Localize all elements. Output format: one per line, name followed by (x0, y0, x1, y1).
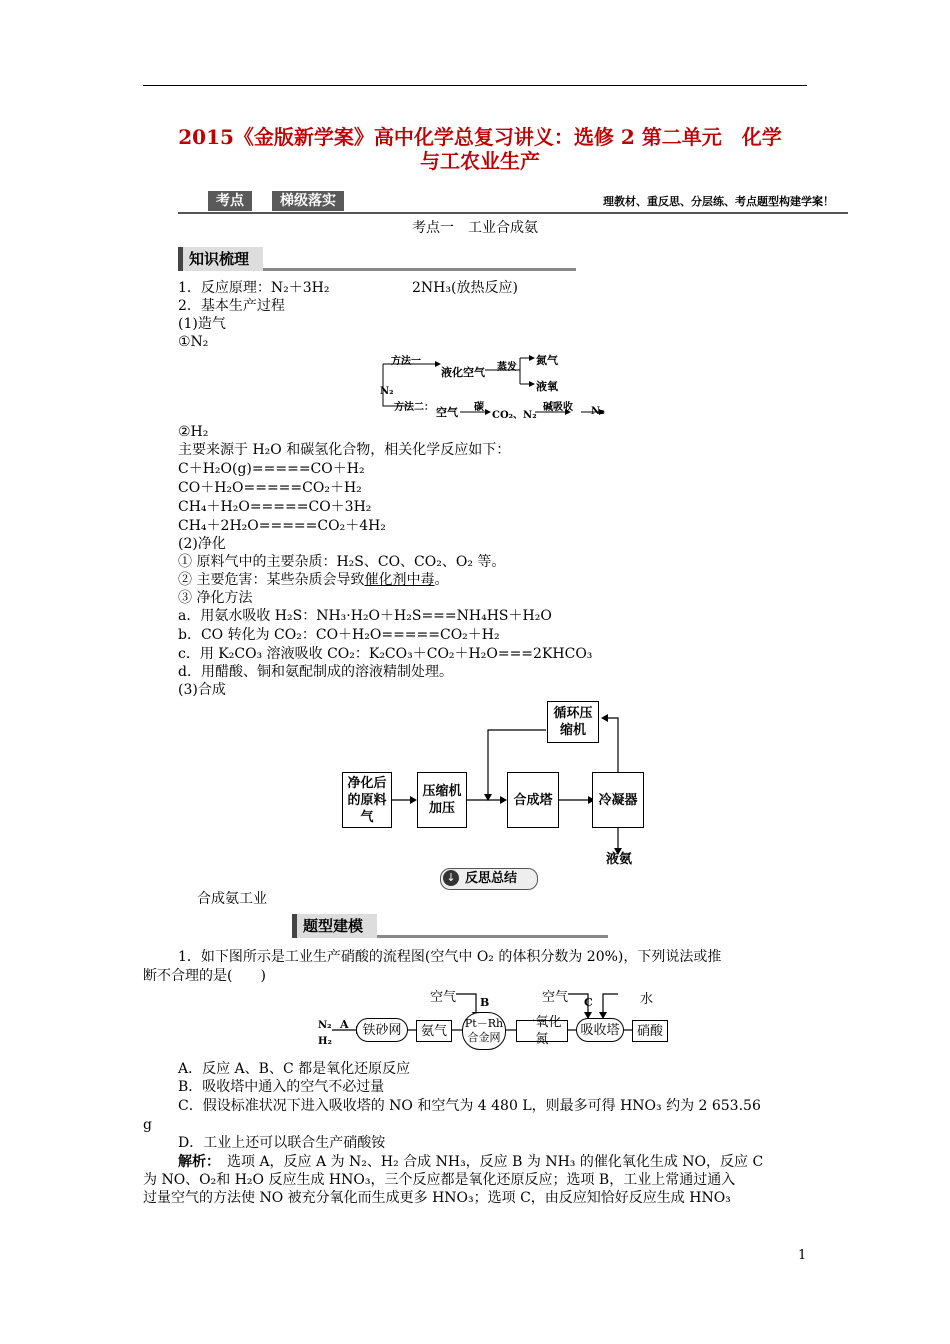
purify-d: d．用醋酸、铜和氨配制成的溶液精制处理。 (178, 664, 453, 680)
n2-air: 空气 (436, 406, 458, 419)
topic-title: 考点一 工业合成氨 (412, 220, 538, 236)
analysis-label: 解析： (178, 1154, 213, 1170)
purify-2-suffix: 。 (434, 572, 449, 588)
header-tag-kaodian: 考点 (208, 191, 252, 211)
section-label: 题型建模 (292, 914, 377, 938)
question-1-line1: 1．如下图所示是工业生产硝酸的流程图(空气中 O₂ 的体积分数为 20%)，下列说法或推 (178, 949, 722, 965)
reflect-badge (440, 868, 538, 890)
n2-carbon: 碳 (474, 402, 484, 413)
purify-2 (178, 571, 448, 589)
hno3-n2h2: N₂ H₂ (318, 1020, 332, 1047)
hno3-iron-sand: 铁砂网 (356, 1018, 408, 1042)
n2-liquid-oxygen: 液氧 (536, 380, 558, 393)
hno3-air-2: 空气 (542, 990, 569, 1005)
option-b: B．吸收塔中通入的空气不必过量 (178, 1079, 385, 1095)
header-bar (178, 190, 848, 214)
analysis-line2: 为 NO、O₂和 H₂O 反应生成 HNO₃，三个反应都是氧化还原反应；选项 B，工业上常通过通入 (143, 1172, 736, 1188)
n2-branch-label: N₂ (380, 386, 394, 397)
top-rule (143, 85, 807, 86)
synthesis-title: (3)合成 (178, 682, 226, 698)
box-synthesis-tower: 合成塔 (507, 772, 559, 828)
purify-2-underline: 催化剂中毒 (364, 572, 435, 588)
hno3-label-b: B (480, 996, 490, 1009)
box-raw-gas: 净化后的原料气 (342, 772, 392, 828)
n2-method2: 方法二： (394, 402, 434, 413)
option-a: A．反应 A、B、C 都是氧化还原反应 (178, 1061, 411, 1077)
option-c-line1: C．假设标准状况下进入吸收塔的 NO 和空气为 4 480 L，则最多可得 HNO₃ 约为 2 653.56 (178, 1098, 761, 1114)
liquid-ammonia-label: 液氨 (606, 852, 633, 867)
header-slogan: 理教材、重反思、分层练、考点题型构建学案！ (603, 195, 834, 208)
option-c-line2: g (143, 1117, 152, 1133)
reflect-badge-label: 反思总结 (465, 871, 518, 886)
n2-output: N₂ (591, 406, 605, 417)
page-number: 1 (798, 1248, 807, 1263)
header-tag-tiji: 梯级落实 (272, 191, 344, 211)
option-d: D．工业上还可以联合生产硝酸铵 (178, 1135, 386, 1151)
n2-alkali-absorb: 碱吸收 (543, 402, 573, 413)
n2-method1: 方法一 (391, 356, 421, 367)
header-rule (178, 212, 848, 214)
purify-c: c．用 K₂CO₃ 溶液吸收 CO₂：K₂CO₃＋CO₂＋H₂O===2KHCO₃ (178, 646, 593, 662)
section-label: 知识梳理 (178, 247, 263, 271)
make-gas-title: (1)造气 (178, 316, 226, 332)
n2-evaporate: 蒸发 (497, 362, 517, 373)
purify-1: ① 原料气中的主要杂质：H₂S、CO、CO₂、O₂ 等。 (178, 554, 506, 570)
box-condenser: 冷凝器 (592, 772, 644, 828)
purify-title: (2)净化 (178, 536, 226, 552)
purify-3: ③ 净化方法 (178, 590, 253, 606)
hno3-label-a: A (340, 1018, 349, 1031)
hno3-nitric-acid: 硝酸 (632, 1020, 668, 1042)
question-1-line2: 断不合理的是( ) (143, 968, 266, 984)
hno3-absorber: 吸收塔 (576, 1018, 624, 1042)
n2-nitrogen: 氮气 (536, 354, 558, 367)
equation-1: C＋H₂O(g)=====CO＋H₂ (178, 461, 365, 477)
purify-b: b．CO 转化为 CO₂：CO＋H₂O=====CO₂＋H₂ (178, 627, 500, 643)
box-compressor: 压缩机加压 (417, 772, 467, 828)
down-arrow-icon: ↓ (443, 870, 459, 886)
hno3-no: 一氧化氮 (516, 1020, 568, 1042)
equation-3: CH₄＋H₂O=====CO＋3H₂ (178, 499, 372, 515)
reflect-text: 合成氨工业 (197, 891, 267, 907)
box-recycle-compressor: 循环压缩机 (547, 701, 599, 743)
hno3-pt-rh: Pt－Rh合金网 (462, 1012, 506, 1050)
purify-a: a．用氨水吸收 H₂S：NH₃·H₂O＋H₂S===NH₄HS＋H₂O (178, 608, 552, 624)
hno3-air-1: 空气 (430, 990, 457, 1005)
n2-co2-n2: CO₂、N₂ (492, 410, 537, 421)
h2-label: ②H₂ (178, 424, 209, 440)
analysis-text-1: 选项 A，反应 A 为 N₂、H₂ 合成 NH₃，反应 B 为 NH₃ 的催化氧化生成 NO，反应 C (213, 1154, 764, 1170)
n2-label: ①N₂ (178, 334, 209, 350)
reaction-product: 2NH₃(放热反应) (412, 280, 518, 296)
reaction-principle: 1．反应原理：N₂＋3H₂ (178, 280, 330, 296)
equation-4: CH₄＋2H₂O=====CO₂＋4H₂ (178, 518, 386, 534)
hno3-water: 水 (640, 992, 654, 1007)
analysis-line1 (178, 1153, 763, 1171)
hno3-ammonia: 氨气 (416, 1020, 452, 1042)
document-title-line1: 2015《金版新学案》高中化学总复习讲义：选修 2 第二单元 化学 (178, 125, 782, 149)
n2-liquid-air: 液化空气 (441, 366, 485, 379)
h2-source: 主要来源于 H₂O 和碳氢化合物，相关化学反应如下： (178, 442, 511, 458)
purify-2-prefix: ② 主要危害：某些杂质会导致 (178, 572, 365, 588)
hno3-label-c: C (584, 996, 593, 1009)
equation-2: CO＋H₂O=====CO₂＋H₂ (178, 480, 362, 496)
document-title-line2: 与工农业生产 (420, 149, 540, 173)
process-title: 2．基本生产过程 (178, 298, 285, 314)
analysis-line3: 过量空气的方法使 NO 被充分氧化而生成更多 HNO₃；选项 C，由反应知恰好反应生成 HNO₃ (143, 1190, 731, 1206)
section-knowledge (178, 247, 576, 271)
section-modeling (292, 914, 608, 938)
